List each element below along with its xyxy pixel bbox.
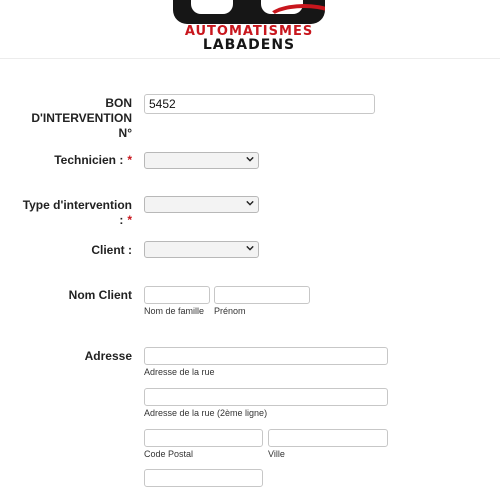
code-postal-input[interactable] [144,429,263,447]
nom-de-famille-input[interactable] [144,286,210,304]
type-intervention-select[interactable] [144,196,259,213]
bon-intervention-input[interactable]: 5452 [144,94,375,114]
type-intervention-label [23,198,132,228]
nom-de-famille-sublabel: Nom de famille [144,306,205,316]
ville-input[interactable] [268,429,388,447]
technicien-label-text: Technicien : [54,153,124,167]
logo-mark [173,0,325,24]
prenom-input[interactable] [214,286,310,304]
bon-intervention-label [31,96,132,141]
page-header [0,0,500,59]
nom-client-label: Nom Client [68,288,132,302]
chevron-down-icon [246,199,254,207]
chevron-down-icon [246,155,254,163]
technicien-label [54,153,132,168]
logo-text-labadens: LABADENS [202,37,296,53]
adresse-rue-input[interactable] [144,347,388,365]
required-marker: * [127,153,132,167]
ville-sublabel: Ville [268,449,285,459]
required-marker: * [127,213,132,227]
logo-mark-hole-left [191,0,233,14]
technicien-select[interactable] [144,152,259,169]
client-select[interactable] [144,241,259,258]
type-intervention-label-line2: : [119,213,124,227]
adresse-rue-sublabel: Adresse de la rue [144,367,215,377]
company-logo [170,0,328,55]
bon-label-line3: N° [118,126,132,140]
bon-label-line2: D'INTERVENTION [31,111,132,125]
adresse-label: Adresse [84,349,132,363]
additional-address-input[interactable] [144,469,263,487]
client-label: Client : [91,243,132,257]
chevron-down-icon [246,244,254,252]
logo-text-automatismes: AUTOMATISMES [184,24,314,39]
code-postal-sublabel: Code Postal [144,449,194,459]
bon-label-line1: BON [105,96,132,110]
prenom-sublabel: Prénom [214,306,246,316]
adresse-rue-ligne2-sublabel: Adresse de la rue (2ème ligne) [144,408,268,418]
type-intervention-label-line1: Type d'intervention [22,198,132,212]
adresse-rue-ligne2-input[interactable] [144,388,388,406]
